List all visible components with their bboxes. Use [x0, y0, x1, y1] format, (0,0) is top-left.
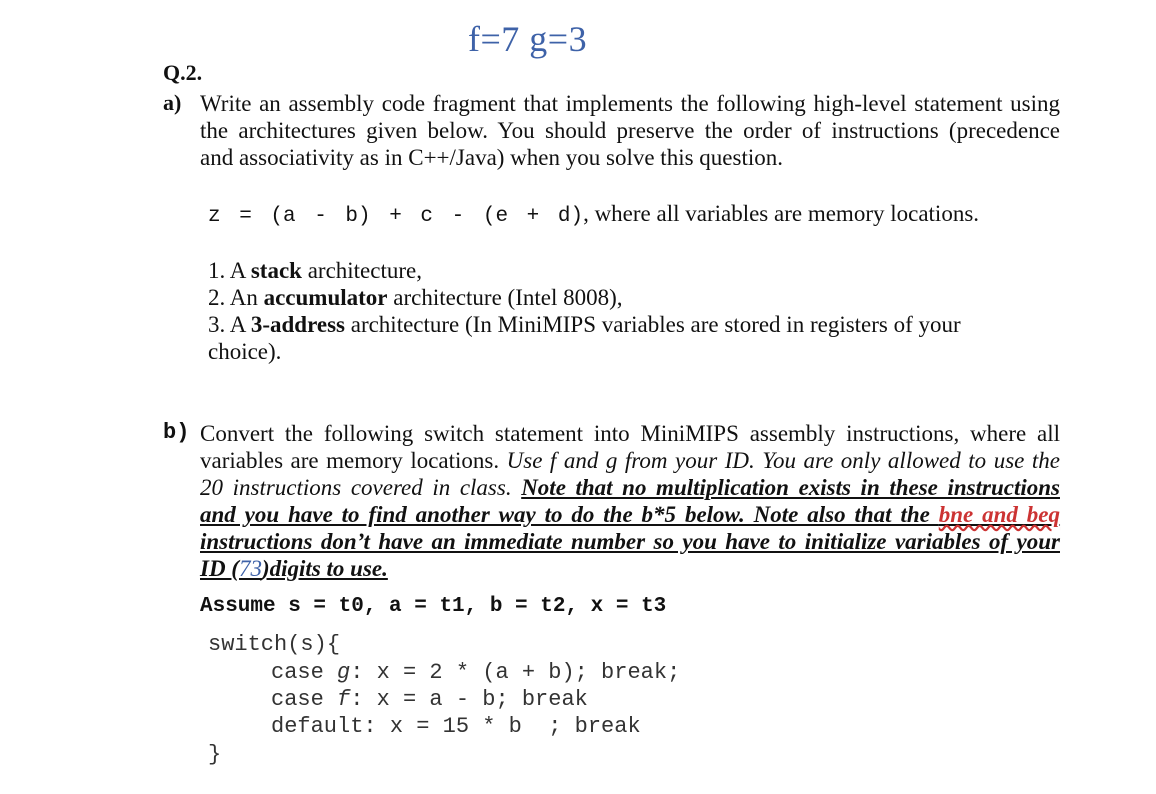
list-item-continuation: choice). — [208, 339, 282, 364]
part-b-line: variables are memory locations. Use f and g from your ID. You are only allowed to use the — [200, 448, 1060, 473]
part-b-line: ID (73)digits to use. — [200, 556, 388, 581]
list-item: 1. A stack architecture, — [208, 258, 422, 283]
handwritten-mark: bne and beq — [938, 502, 1061, 527]
code-default: default: x = 15 * b ; break — [271, 714, 641, 739]
intro-line: the architectures given below. You should preserve the order of instructions (precedence — [200, 118, 1060, 143]
code-switch-open: switch(s){ — [208, 632, 341, 657]
part-b-line: instructions don’t have an immediate number so you have to initialize variables of your — [200, 529, 1060, 554]
code-close-brace: } — [208, 742, 222, 767]
statement-line — [208, 200, 1068, 230]
list-item: 2. An accumulator architecture (Intel 8008), — [208, 285, 623, 310]
intro-line: and associativity as in C++/Java) when you solve this question. — [200, 145, 783, 170]
part-b-text — [200, 420, 1060, 582]
question-number: Q.2. — [163, 60, 203, 85]
statement-code: z = (a - b) + c - (e + d) — [208, 205, 584, 228]
code-case-g: case g: x = 2 * (a + b); break; — [271, 660, 681, 685]
architecture-list — [208, 257, 1068, 365]
assume-line: Assume s = t0, a = t1, b = t2, x = t3 — [200, 595, 667, 618]
part-a-intro — [200, 90, 1060, 171]
part-a-label: a) — [163, 90, 182, 115]
part-b-line: 20 instructions covered in class. Note that no multiplication exists in these instructions — [200, 475, 1060, 500]
statement-rest: , where all variables are memory locations. — [583, 201, 980, 226]
part-b-line: Convert the following switch statement into MiniMIPS assembly instructions, where all — [200, 421, 1060, 446]
code-case-f: case f: x = a - b; break — [271, 687, 588, 712]
part-b-label: b) — [163, 420, 190, 445]
handwritten-id-digits: 73 — [238, 556, 262, 581]
list-item: 3. A 3-address architecture (In MiniMIPS variables are stored in registers of your — [208, 312, 961, 337]
intro-line: Write an assembly code fragment that implements the following high-level statement using — [200, 91, 1060, 116]
handwritten-annotation: f=7 g=3 — [468, 19, 588, 59]
part-b-line: and you have to find another way to do the b*5 below. Note also that the bne and beq — [200, 502, 1061, 527]
